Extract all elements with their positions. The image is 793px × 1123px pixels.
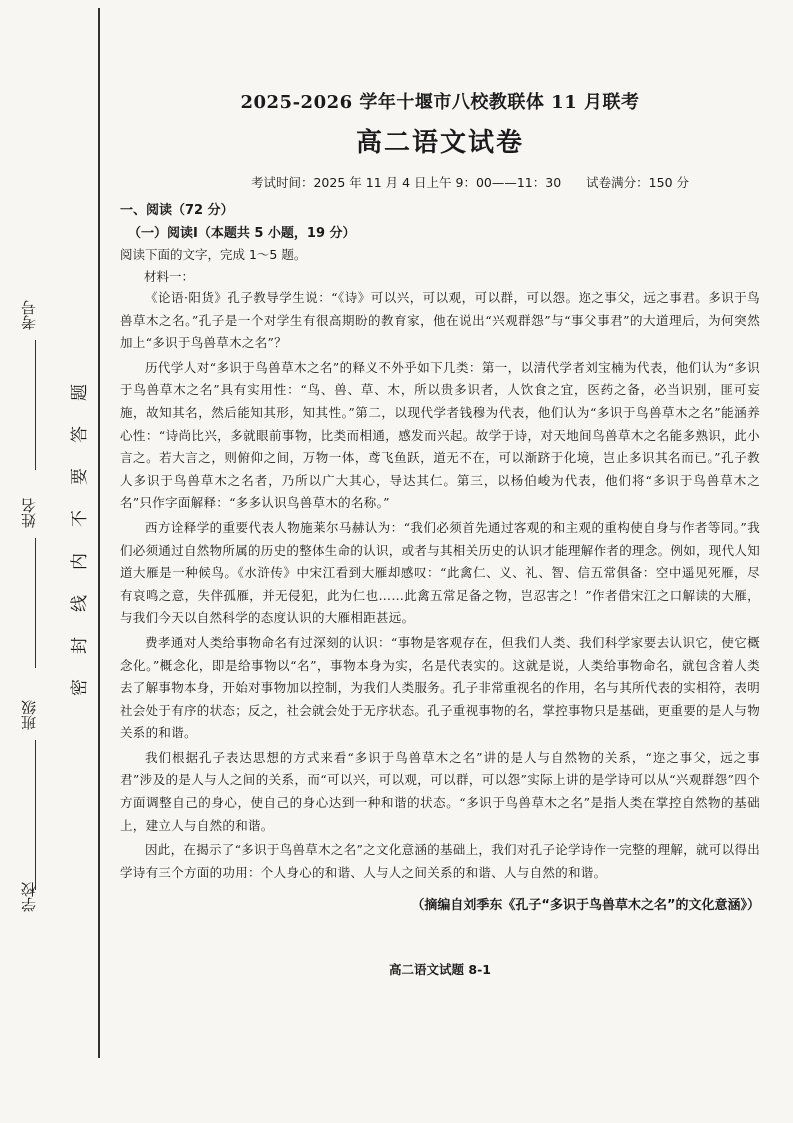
exam-number-label: 考号 xyxy=(20,300,38,330)
material-label: 材料一： xyxy=(144,269,195,284)
seal-char: 答 xyxy=(69,426,90,444)
section-heading: 一、阅读（72 分） xyxy=(120,203,234,218)
seal-char: 题 xyxy=(69,384,90,401)
paragraph: 历代学人对“多识于鸟兽草木之名”的释义不外乎如下几类：第一，以清代学者刘宝楠为代表，他们认为“多识于鸟兽草木之名”具有实用性：“鸟、兽、草、木，所以贵多识者，人饮食之宜，医药之备，必当识别，匪可妄施，故知其名，然后能知其形，知其性。”第二，以现代学者钱穆为代表，他们认为“多识于鸟兽草木之名”能涵养心性：“诗尚比兴，多就眼前事物，比类而相通，感发而兴起。故学于诗，对天地间鸟兽草木之名能多熟识，此小言之。若大言之，则俯仰之间，万物一体，鸢飞鱼跃，道无不在，可以渐跻于化境，岂止多识其名而已。”孔子教人多识于鸟兽草木之名者，乃所以广大其心，导达其仁。第三，以杨伯峻为代表，他们将“多识于鸟兽草木之名”只作字面解释：“多多认识鸟兽草木的名称。” xyxy=(120,359,760,511)
seal-char: 密 xyxy=(69,678,90,696)
seal-char: 要 xyxy=(69,468,90,486)
binding-margin xyxy=(0,0,110,1123)
exam-number-blank xyxy=(35,340,36,470)
school-label: 学校 xyxy=(20,882,38,912)
sub-section-heading: （一）阅读Ⅰ（本题共 5 小题，19 分） xyxy=(128,226,356,241)
paragraph: 西方诠释学的重要代表人物施莱尔马赫认为：“我们必须首先通过客观的和主观的重构使自身与作者等同。”我们必须通过自然物所属的历史的整体生命的认识，或者与其相关历史的认识才能理解作者的理念。例如，现代人知道大雁是一种候鸟。《水浒传》中宋江看到大雁却感叹：“此禽仁、义、礼、智、信五常俱备：空中遥见死雁，尽有哀鸣之意，失伴孤雁，并无侵犯，此为仁也……此禽五常足备之物，岂忍害之！”作者借宋江之口解读的大雁，与我们今天以自然科学的态度认识的大雁相距甚远。 xyxy=(120,519,761,626)
name-blank xyxy=(35,538,36,668)
paragraph: 我们根据孔子表达思想的方式来看“多识于鸟兽草木之名”讲的是人与自然物的关系，“迩之事父，远之事君”涉及的是人与人之间的关系，而“可以兴，可以观，可以群，可以怨”实际上讲的是学诗可以从“兴观群怨”四个方面调整自己的身心，使自己的身心达到一种和谐的状态。“多识于鸟兽草木之名”是指人类在掌控自然物的基础上，建立人与自然的和谐。 xyxy=(120,749,760,833)
class-label: 班级 xyxy=(20,700,38,730)
exam-info: 考试时间：2025 年 11 月 4 日上午 9：00——11：30 试卷满分：150 分 xyxy=(250,175,689,190)
seal-char: 不 xyxy=(69,510,90,528)
exam-content xyxy=(120,88,760,913)
binding-line xyxy=(98,8,100,1058)
source-citation: （摘编自刘季东《孔子“多识于鸟兽草木之名”的文化意涵》） xyxy=(411,898,760,914)
paragraph: 《论语·阳货》孔子教导学生说：“《诗》可以兴，可以观，可以群，可以怨。迩之事父，远之事君。多识于鸟兽草木之名。”孔子是一个对学生有很高期盼的教育家，他在说出“兴观群怨”与“事父事君”的大道理后，为何突然加上“多识于鸟兽草木之名”？ xyxy=(120,290,760,351)
exam-title: 2025-2026 学年十堰市八校教联体 11 月联考 xyxy=(240,92,640,113)
exam-subtitle: 高二语文试卷 xyxy=(355,128,524,158)
seal-char: 线 xyxy=(69,594,90,612)
page-footer: 高二语文试题 8-1 xyxy=(389,962,491,977)
instruction: 阅读下面的文字，完成 1～5 题。 xyxy=(120,247,307,262)
seal-char: 内 xyxy=(69,552,90,570)
seal-line-notice xyxy=(65,380,89,700)
name-label: 姓名 xyxy=(20,498,38,528)
seal-char: 封 xyxy=(69,636,90,654)
class-blank xyxy=(35,740,36,890)
paragraph: 因此，在揭示了“多识于鸟兽草木之名”之文化意涵的基础上，我们对孔子论学诗作一完整的理解，就可以得出学诗有三个方面的功用：个人身心的和谐、人与人之间关系的和谐、人与自然的和谐。 xyxy=(120,842,760,880)
paragraph: 费孝通对人类给事物命名有过深刻的认识：“事物是客观存在，但我们人类、我们科学家要去认识它，使它概念化。”概念化，即是给事物以“名”，事物本身为实，名是代表实的。这就是说，人类给事物命名，就包含着人类去了解事物本身，开始对事物加以控制，为我们人类服务。孔子非常重视名的作用，名与其所代表的实相符，表明社会处于有序的状态；反之，社会就会处于无序状态。孔子重视事物的名，掌控事物只是基础，更重要的是人与物关系的和谐。 xyxy=(120,634,761,741)
